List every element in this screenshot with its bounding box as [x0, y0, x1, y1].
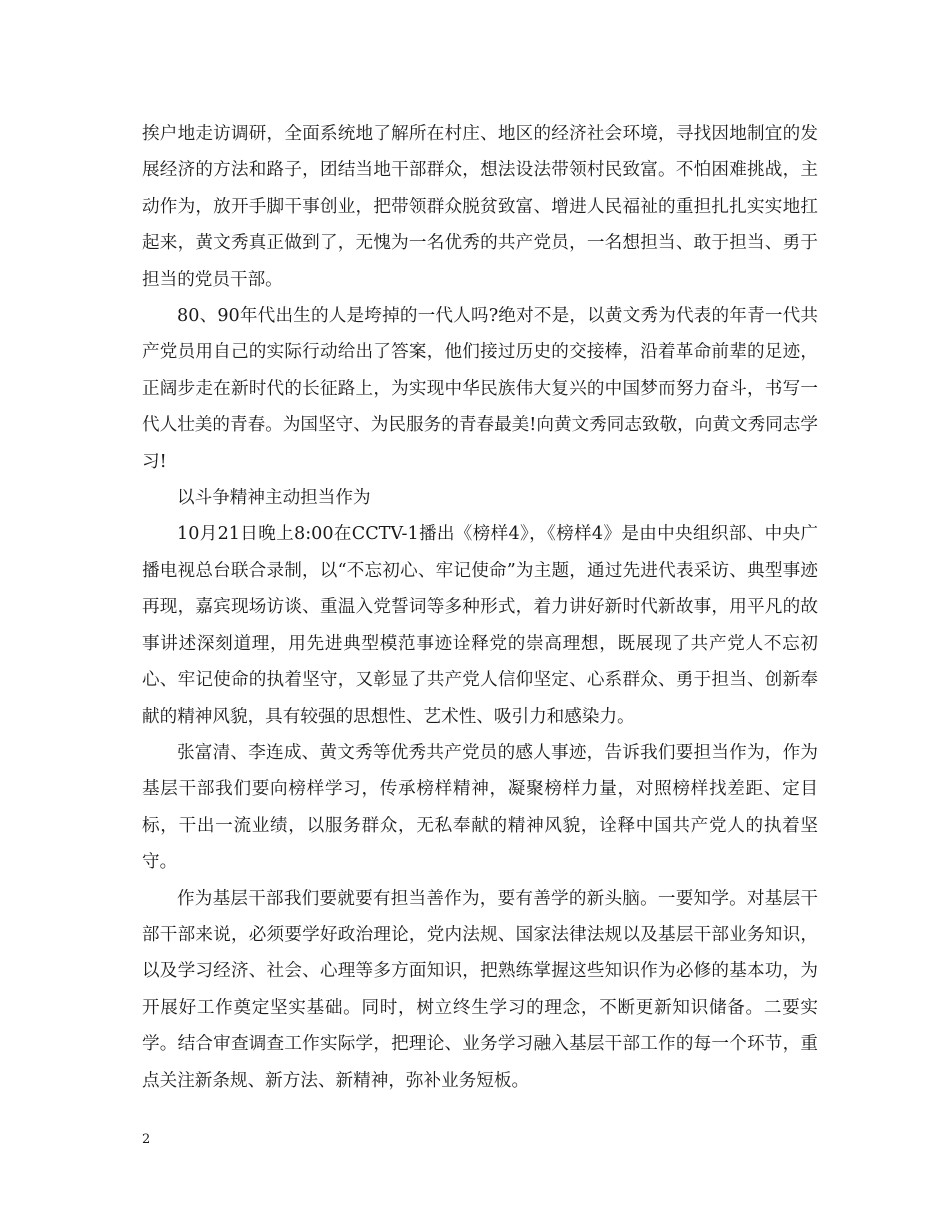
document-body	[142, 116, 818, 1099]
paragraph-2: 80、90年代出生的人是垮掉的一代人吗?绝对不是，以黄文秀为代表的年青一代共产党员用自己的实际行动给出了答案，他们接过历史的交接棒，沿着革命前辈的足迹，正阔步走在新时代的长征路上，为实现中华民族伟大复兴的中国梦而努力奋斗，书写一代人壮美的青春。为国坚守、为民服务的青春最美!向黄文秀同志致敬，向黄文秀同志学习!	[142, 306, 818, 472]
section-heading: 以斗争精神主动担当作为	[177, 488, 371, 509]
page-number: 2	[142, 1132, 151, 1147]
paragraph-5: 作为基层干部我们要就要有担当善作为，要有善学的新头脑。一要知学。对基层干部干部来说，必须要学好政治理论，党内法规、国家法律法规以及基层干部业务知识，以及学习经济、社会、心理等多方面知识，把熟练掌握这些知识作为必修的基本功，为开展好工作奠定坚实基础。同时，树立终生学习的理念，不断更新知识储备。二要实学。结合审查调查工作实际学，把理论、业务学习融入基层干部工作的每一个环节，重点关注新条规、新方法、新精神，弥补业务短板。	[142, 888, 818, 1091]
paragraph-3: 10月21日晚上8:00在CCTV-1播出《榜样4》，《榜样4》是由中央组织部、中央广播电视总台联合录制，以“不忘初心、牢记使命”为主题，通过先进代表采访、典型事迹再现，嘉宾现场访谈、重温入党誓词等多种形式，着力讲好新时代新故事，用平凡的故事讲述深刻道理，用先进典型模范事迹诠释党的崇高理想，既展现了共产党人不忘初心、牢记使命的执着坚守，又彰显了共产党人信仰坚定、心系群众、勇于担当、创新奉献的精神风貌，具有较强的思想性、艺术性、吸引力和感染力。	[142, 524, 818, 727]
paragraph-1: 挨户地走访调研，全面系统地了解所在村庄、地区的经济社会环境，寻找因地制宜的发展经济的方法和路子，团结当地干部群众，想法设法带领村民致富。不怕困难挑战，主动作为，放开手脚干事创业，把带领群众脱贫致富、增进人民福祉的重担扎扎实实地扛起来，黄文秀真正做到了，无愧为一名优秀的共产党员，一名想担当、敢于担当、勇于担当的党员干部。	[142, 124, 818, 290]
paragraph-4: 张富清、李连成、黄文秀等优秀共产党员的感人事迹，告诉我们要担当作为，作为基层干部我们要向榜样学习，传承榜样精神，凝聚榜样力量，对照榜样找差距、定目标，干出一流业绩，以服务群众，无私奉献的精神风貌，诠释中国共产党人的执着坚守。	[142, 742, 818, 873]
